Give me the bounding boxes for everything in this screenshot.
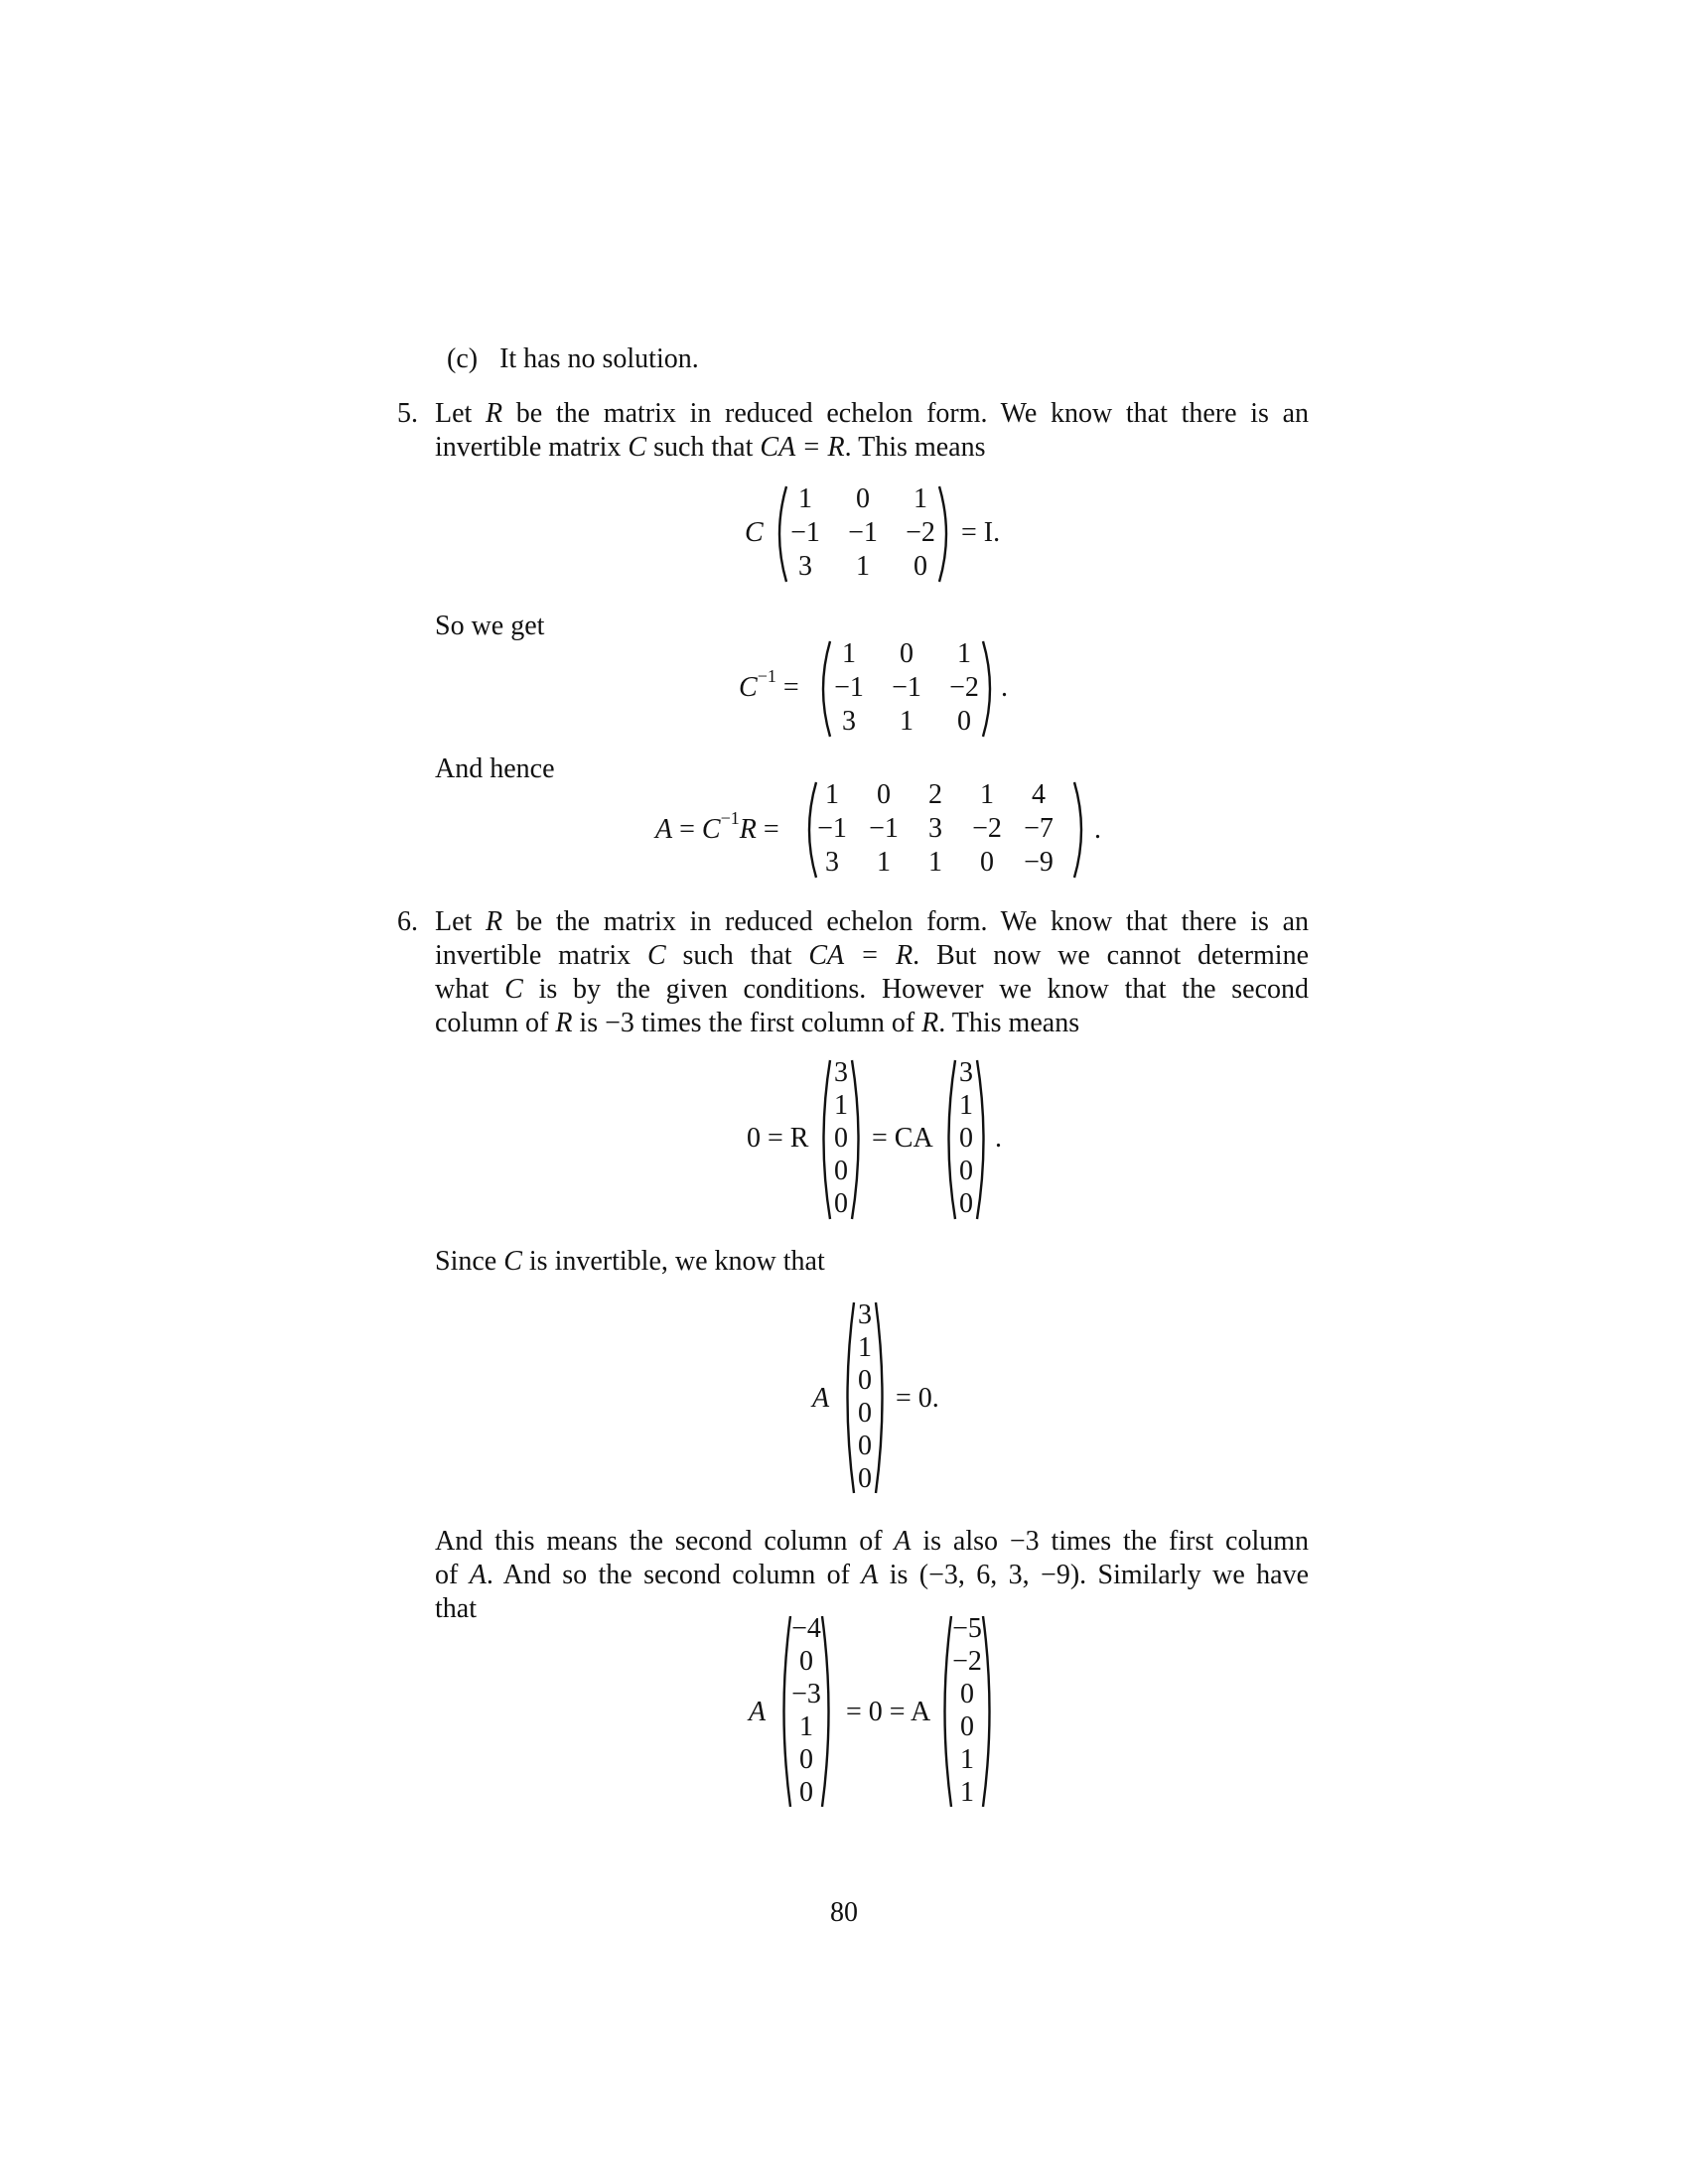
- item5-line1-var: R: [486, 398, 503, 429]
- eq6-mid: = 0 = A: [846, 1697, 931, 1727]
- matrix-entry: 3: [825, 847, 839, 878]
- item6-line1-var: R: [486, 906, 503, 937]
- vector-entry: −5: [952, 1613, 982, 1644]
- matrix-entry: 1: [825, 779, 839, 810]
- item6-line3: [435, 973, 1309, 1007]
- vector-entry: 0: [959, 1156, 973, 1186]
- vector-entry: 0: [960, 1679, 974, 1709]
- item-c: [447, 342, 699, 376]
- vector-entry: −2: [952, 1646, 982, 1677]
- eq6-lhs: A: [749, 1697, 767, 1727]
- para-line1-var: A: [894, 1526, 912, 1557]
- item6-line2-eq: CA = R: [808, 940, 914, 971]
- eq1-right-paren: [935, 484, 955, 584]
- item-c-text: It has no solution.: [499, 343, 699, 374]
- vector-entry: 0: [834, 1156, 848, 1186]
- vector-entry: 0: [799, 1744, 813, 1775]
- matrix-entry: 1: [842, 638, 856, 669]
- eq2-lhs: [739, 665, 799, 705]
- matrix-entry: 1: [877, 847, 891, 878]
- item6-line4-b: is −3 times the first column of: [572, 1008, 922, 1038]
- vector-entry: 3: [959, 1057, 973, 1088]
- item5-line2-c: . This means: [844, 432, 986, 463]
- item6-line1-a: Let: [435, 906, 486, 937]
- vector-entry: 0: [960, 1711, 974, 1742]
- eq4-vec2-right-paren: [975, 1058, 991, 1221]
- matrix-entry: 1: [957, 638, 971, 669]
- and-hence: And hence: [435, 753, 555, 784]
- eq3-lhs-sup: −1: [720, 807, 740, 828]
- para-line1-a: And this means the second column of: [435, 1526, 895, 1557]
- vector-entry: 1: [960, 1777, 974, 1808]
- matrix-entry: −2: [972, 813, 1002, 844]
- since-line: [435, 1245, 825, 1279]
- matrix-entry: 0: [900, 638, 914, 669]
- para-line2-var2: A: [861, 1560, 879, 1590]
- vector-entry: 0: [858, 1431, 872, 1461]
- matrix-entry: −1: [892, 672, 921, 703]
- para-line2: [435, 1559, 1309, 1592]
- eq6-vec2-right-paren: [981, 1614, 997, 1809]
- matrix-entry: −1: [848, 517, 878, 548]
- matrix-entry: 1: [928, 847, 942, 878]
- vector-entry: −4: [791, 1613, 821, 1644]
- vector-entry: 1: [799, 1711, 813, 1742]
- vector-entry: 3: [858, 1299, 872, 1330]
- matrix-entry: 4: [1032, 779, 1046, 810]
- vector-entry: 0: [959, 1123, 973, 1154]
- eq2-rhs: .: [1001, 672, 1008, 703]
- matrix-entry: −9: [1024, 847, 1054, 878]
- matrix-entry: −2: [949, 672, 979, 703]
- para-line1-b: is also −3 times the first column: [911, 1526, 1309, 1557]
- matrix-entry: 1: [980, 779, 994, 810]
- matrix-entry: 0: [877, 779, 891, 810]
- eq3-lhs-e: =: [756, 814, 779, 845]
- matrix-entry: 3: [928, 813, 942, 844]
- item6-line3-a: what: [435, 974, 505, 1005]
- vector-entry: 0: [834, 1188, 848, 1219]
- eq5-rhs: = 0.: [896, 1383, 939, 1414]
- matrix-entry: 1: [798, 483, 812, 514]
- eq6-vec1-right-paren: [820, 1614, 836, 1809]
- item5-line2: [435, 431, 985, 465]
- item6-line3-b: is by the given conditions. However we know that the second: [522, 974, 1309, 1005]
- matrix-entry: −1: [817, 813, 847, 844]
- vector-entry: 0: [799, 1646, 813, 1677]
- matrix-entry: −7: [1024, 813, 1054, 844]
- eq5-right-paren: [874, 1300, 890, 1495]
- item6-line4: [435, 1007, 1079, 1040]
- item6-line2-b: such that: [665, 940, 809, 971]
- matrix-entry: 0: [856, 483, 870, 514]
- item5-number: 5.: [397, 398, 418, 429]
- eq3-rhs: .: [1094, 814, 1101, 845]
- vector-entry: 0: [858, 1463, 872, 1494]
- eq3-right-paren: [1070, 780, 1090, 880]
- eq4-rhs: .: [995, 1123, 1002, 1154]
- matrix-entry: 1: [900, 706, 914, 737]
- vector-entry: 0: [858, 1398, 872, 1429]
- vector-entry: 1: [959, 1090, 973, 1121]
- vector-entry: 1: [834, 1090, 848, 1121]
- eq2-lhs-eq: =: [782, 672, 799, 703]
- vector-entry: −3: [791, 1679, 821, 1709]
- item5-line2-a: invertible matrix: [435, 432, 629, 463]
- matrix-entry: 0: [980, 847, 994, 878]
- eq1-lhs: C: [745, 517, 764, 548]
- item6-line4-c: . This means: [938, 1008, 1080, 1038]
- matrix-entry: 1: [856, 551, 870, 582]
- para-line2-var: A: [469, 1560, 487, 1590]
- matrix-entry: 2: [928, 779, 942, 810]
- vector-entry: 1: [858, 1332, 872, 1363]
- so-we-get: So we get: [435, 611, 545, 641]
- vector-entry: 3: [834, 1057, 848, 1088]
- item6-line4-var: R: [555, 1008, 573, 1038]
- matrix-entry: 3: [798, 551, 812, 582]
- eq3-lhs-a: A: [655, 814, 673, 845]
- para-line3: that: [435, 1593, 477, 1624]
- item5-line1-a: Let: [435, 398, 486, 429]
- vector-entry: 0: [799, 1777, 813, 1808]
- eq4-vec1-right-paren: [850, 1058, 866, 1221]
- item6-line4-var2: R: [921, 1008, 939, 1038]
- eq5-lhs: A: [812, 1383, 830, 1414]
- item5-line2-b: such that: [646, 432, 761, 463]
- vector-entry: 0: [834, 1123, 848, 1154]
- item5-line2-eq: CA = R: [760, 432, 845, 463]
- eq2-lhs-sup: −1: [757, 665, 776, 686]
- item5-line2-var: C: [628, 432, 647, 463]
- matrix-entry: −2: [906, 517, 935, 548]
- para-line1: [435, 1525, 1309, 1559]
- eq3-lhs-c: C: [701, 814, 721, 845]
- since-var: C: [503, 1246, 522, 1277]
- eq3-lhs: [655, 807, 779, 847]
- eq2-lhs-base: C: [739, 672, 758, 703]
- vector-entry: 0: [959, 1188, 973, 1219]
- matrix-entry: −1: [869, 813, 899, 844]
- item6-line2: [435, 939, 1309, 973]
- eq3-lhs-d: R: [739, 814, 757, 845]
- eq3-lhs-b: =: [672, 814, 702, 845]
- item-c-label: (c): [447, 343, 479, 374]
- matrix-entry: 1: [914, 483, 927, 514]
- matrix-entry: −1: [790, 517, 820, 548]
- page-number: 80: [830, 1897, 858, 1928]
- item6-line2-var: C: [646, 940, 666, 971]
- vector-entry: 1: [960, 1744, 974, 1775]
- matrix-entry: 3: [842, 706, 856, 737]
- item6-line3-var: C: [504, 974, 523, 1005]
- matrix-entry: −1: [834, 672, 864, 703]
- item6-line1: [435, 905, 1309, 939]
- item6-number: 6.: [397, 906, 418, 937]
- item6-line4-a: column of: [435, 1008, 556, 1038]
- since-b: is invertible, we know that: [521, 1246, 825, 1277]
- item5-line1: [435, 397, 1309, 431]
- para-line2-a: of: [435, 1560, 470, 1590]
- matrix-entry: 0: [914, 551, 927, 582]
- item5-line1-b: be the matrix in reduced echelon form. We know that there is an: [502, 398, 1309, 429]
- para-line2-b: . And so the second column of: [486, 1560, 862, 1590]
- vector-entry: 0: [858, 1365, 872, 1396]
- item6-line2-a: invertible matrix: [435, 940, 647, 971]
- matrix-entry: 0: [957, 706, 971, 737]
- item6-line2-c: . But now we cannot determine: [913, 940, 1310, 971]
- item6-line1-b: be the matrix in reduced echelon form. We know that there is an: [502, 906, 1309, 937]
- eq2-right-paren: [979, 639, 999, 739]
- eq4-mid: = CA: [872, 1123, 933, 1154]
- eq4-lhs: 0 = R: [747, 1123, 809, 1154]
- eq1-rhs: = I.: [961, 517, 1001, 548]
- since-a: Since: [435, 1246, 504, 1277]
- para-line2-c: is (−3, 6, 3, −9). Similarly we have: [878, 1560, 1309, 1590]
